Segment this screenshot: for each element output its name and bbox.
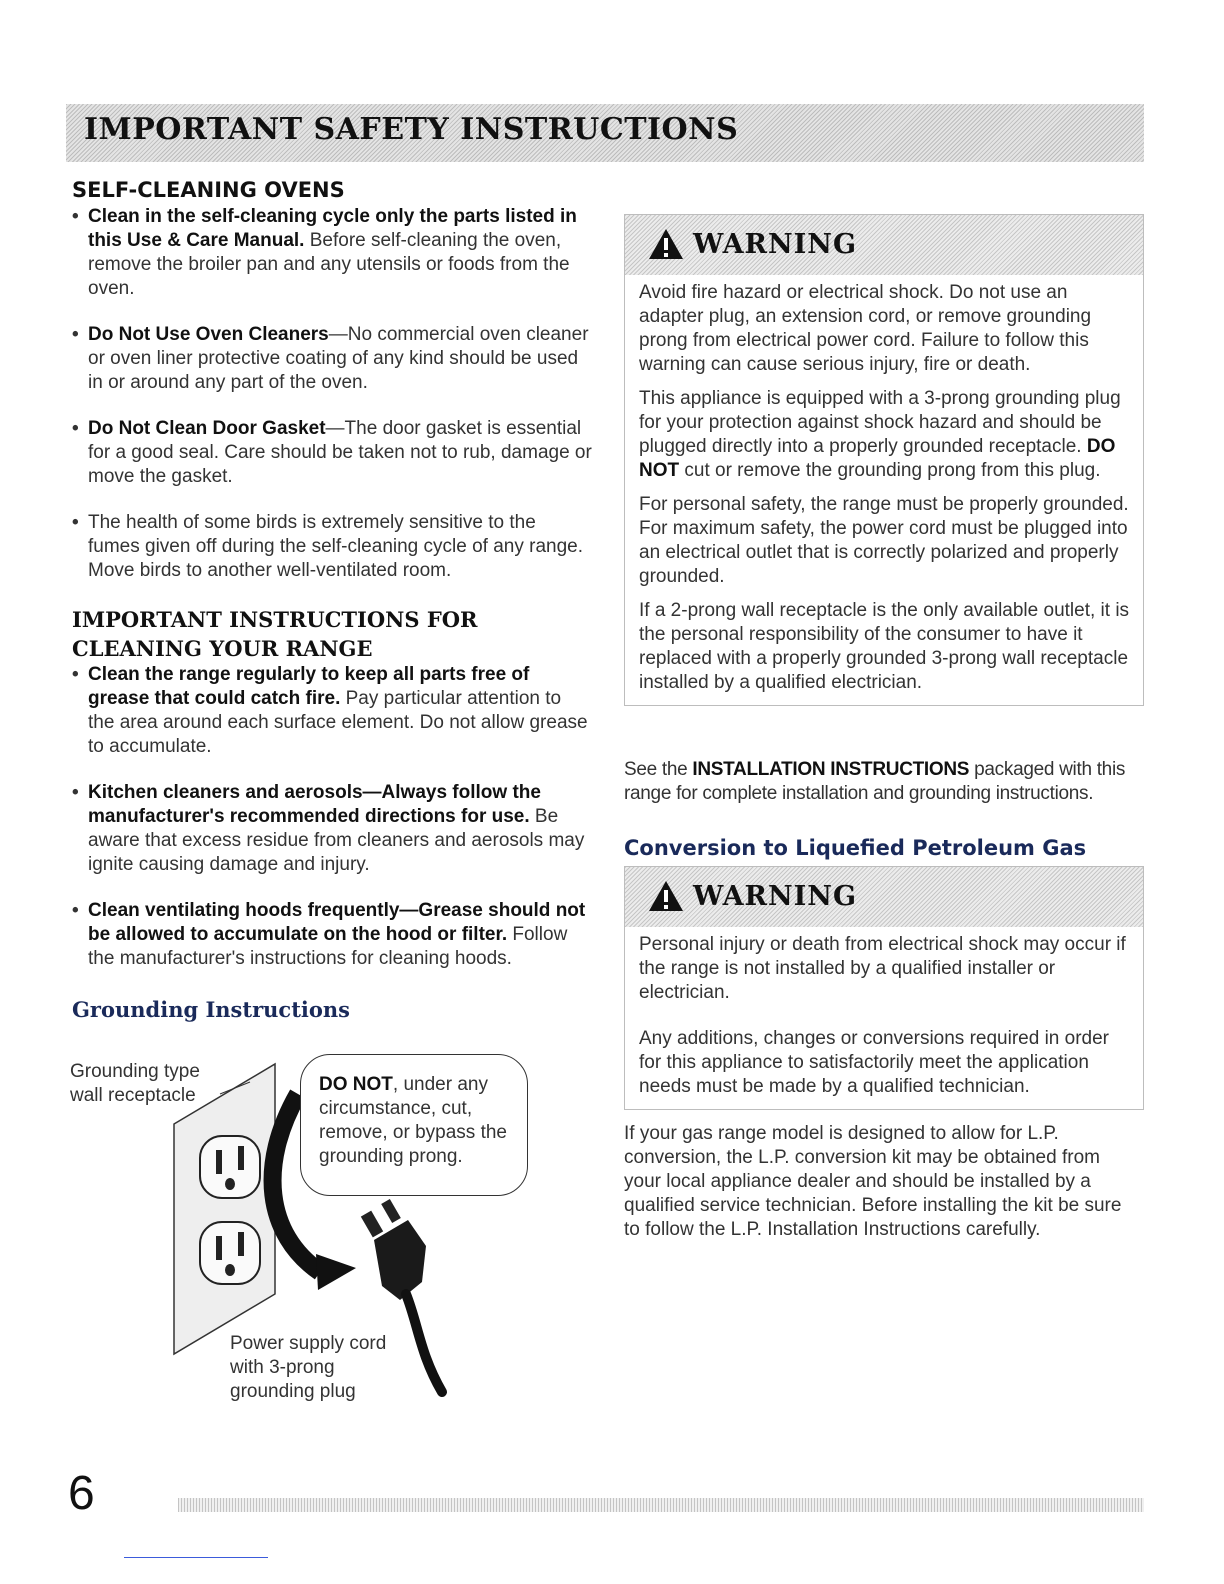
- banner-title: IMPORTANT SAFETY INSTRUCTIONS: [84, 112, 739, 147]
- list-item: • Clean in the self-cleaning cycle only the parts listed in this Use & Care Manual. Before self-cleaning the oven, remove the broiler pan and any utensils or foods from the oven.: [72, 206, 577, 299]
- footer-rule: [178, 1498, 1144, 1512]
- bullet-icon: •: [72, 206, 79, 227]
- list-item: • Do Not Clean Door Gasket—The door gasket is essential for a good seal. Care should be taken not to rub, damage or move the gasket.: [72, 418, 592, 487]
- warning-triangle-icon: [647, 227, 685, 261]
- bullet-icon: •: [72, 900, 79, 921]
- section-banner: [66, 104, 1144, 162]
- list-item: • Kitchen cleaners and aerosols—Always follow the manufacturer's recommended directions for use. Be aware that excess residue from cleaners and aerosols may ignite causing damage and injury.: [72, 782, 585, 875]
- warning-triangle-icon: [647, 879, 685, 913]
- list-item: • Clean ventilating hoods frequently—Grease should not be allowed to accumulate on the hood or filter. Follow the manufacturer's instructions for cleaning hoods.: [72, 900, 586, 969]
- warning-body: [625, 927, 1143, 1109]
- list-item: • Do Not Use Oven Cleaners—No commercial oven cleaner or oven liner protective coating of any kind should be used in or around any part of the oven.: [72, 324, 589, 393]
- list-item: • Clean the range regularly to keep all parts free of grease that could catch fire. Pay particular attention to the area around each surface element. Do not allow grease to accumulate.: [72, 664, 588, 757]
- bullet-icon: •: [72, 418, 79, 439]
- do-not-callout: [300, 1054, 528, 1196]
- list-item: • The health of some birds is extremely sensitive to the fumes given off during the self-cleaning cycle of any range. Move birds to another well-ventilated room.: [72, 512, 583, 581]
- grounding-illustration: [70, 1054, 550, 1414]
- warning-box-lp: [624, 866, 1144, 1110]
- self-cleaning-heading: SELF-CLEANING OVENS: [72, 178, 345, 202]
- lp-conversion-heading: Conversion to Liquefied Petroleum Gas: [624, 836, 1087, 860]
- lp-conversion-paragraph: If your gas range model is designed to allow for L.P. conversion, the L.P. conversion kit may be obtained from your local appliance dealer and should be installed by a qualified service technician. Before installing the kit be sure to follow the L.P. Installation Instructions carefully.: [624, 1123, 1122, 1240]
- callout-text: , under any circumstance, cut, remove, or bypass the grounding prong.: [319, 1074, 507, 1167]
- warning-paragraph: If a 2-prong wall receptacle is the only available outlet, it is the personal responsibility of the consumer to have it replaced with a properly grounded 3-prong wall receptacle installed by a qualified electrician.: [639, 600, 1130, 693]
- installation-note: See the INSTALLATION INSTRUCTIONS packaged with this range for complete installation and grounding instructions.: [624, 759, 1126, 804]
- bottom-line: [124, 1557, 268, 1558]
- receptacle-label: Grounding type wall receptacle: [70, 1061, 200, 1106]
- page-number: 6: [68, 1467, 95, 1520]
- warning-header: [625, 215, 1143, 275]
- cleaning-range-heading: IMPORTANT INSTRUCTIONS FOR CLEANING YOUR RANGE: [72, 607, 478, 661]
- warning-box-grounding: [624, 214, 1144, 706]
- grounding-heading: Grounding Instructions: [72, 997, 350, 1022]
- bullet-icon: •: [72, 324, 79, 345]
- warning-header: [625, 867, 1143, 927]
- warning-paragraph: Personal injury or death from electrical shock may occur if the range is not installed by a qualified installer or electrician.: [639, 934, 1126, 1003]
- callout-bold: DO NOT: [319, 1074, 393, 1095]
- warning-paragraph: This appliance is equipped with a 3-prong grounding plug for your protection against shock hazard and should be plugged directly into a properly grounded receptacle. DO NOT cut or remove the grounding prong from this plug.: [639, 388, 1121, 481]
- warning-title: WARNING: [693, 881, 858, 912]
- warning-paragraph: Any additions, changes or conversions required in order for this appliance to satisfactorily meet the application needs must be made by a qualified technician.: [639, 1028, 1109, 1097]
- warning-paragraph: For personal safety, the range must be properly grounded. For maximum safety, the power cord must be plugged into an electrical outlet that is correctly polarized and properly grounded.: [639, 494, 1129, 587]
- bullet-icon: •: [72, 664, 79, 685]
- warning-paragraph: Avoid fire hazard or electrical shock. Do not use an adapter plug, an extension cord, or remove grounding prong from electrical power cord. Failure to follow this warning can cause serious injury, fire or death.: [639, 282, 1092, 375]
- left-column: [72, 176, 592, 1024]
- bullet-icon: •: [72, 782, 79, 803]
- bullet-icon: •: [72, 512, 79, 533]
- warning-title: WARNING: [693, 229, 858, 260]
- cord-label: Power supply cord with 3-prong grounding plug: [230, 1333, 387, 1402]
- warning-body: [625, 275, 1143, 705]
